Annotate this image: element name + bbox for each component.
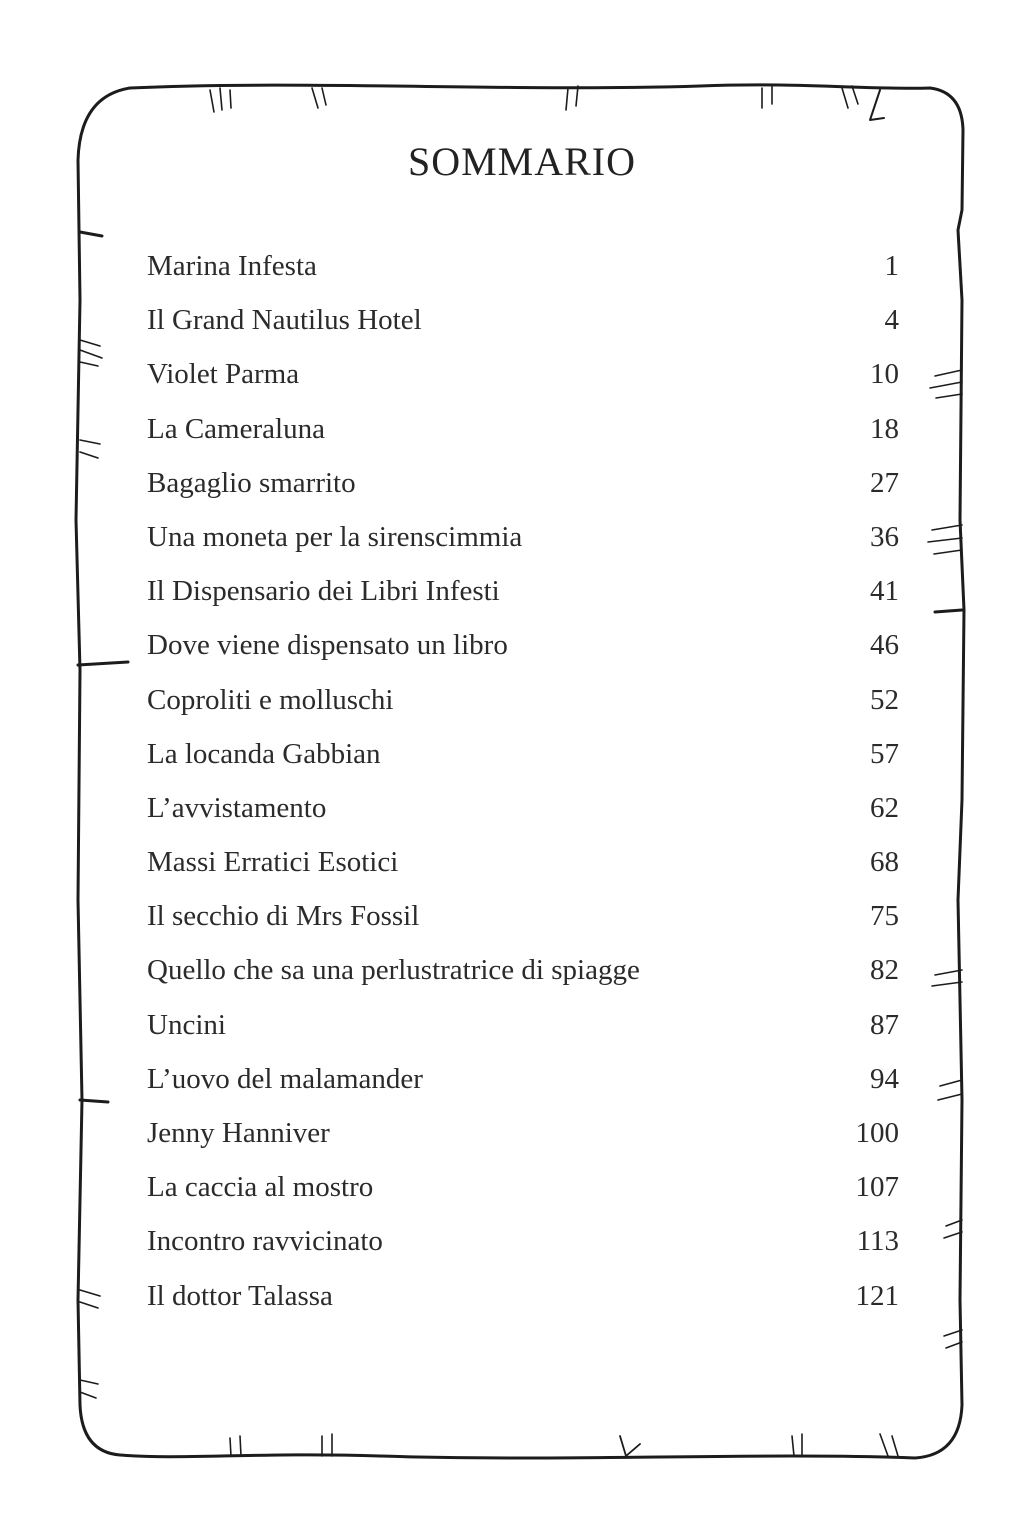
chapter-page: 18 <box>870 412 899 445</box>
chapter-title: Coproliti e molluschi <box>147 683 394 716</box>
chapter-page: 27 <box>870 466 899 499</box>
toc-entry[interactable] <box>147 1009 899 1063</box>
chapter-title: Dove viene dispensato un libro <box>147 629 508 662</box>
chapter-title: Uncini <box>147 1008 226 1041</box>
chapter-page: 107 <box>855 1171 899 1204</box>
chapter-page: 94 <box>870 1062 899 1095</box>
chapter-title: L’uovo del malamander <box>147 1062 423 1095</box>
toc-entry[interactable] <box>147 900 899 954</box>
chapter-page: 57 <box>870 737 899 770</box>
chapter-page: 87 <box>870 1008 899 1041</box>
chapter-page: 75 <box>870 900 899 933</box>
chapter-title: La Cameraluna <box>147 412 325 445</box>
chapter-title: Il secchio di Mrs Fossil <box>147 900 420 933</box>
toc-entry[interactable] <box>147 521 899 575</box>
chapter-title: La locanda Gabbian <box>147 737 381 770</box>
toc-entry[interactable] <box>147 738 899 792</box>
toc-entry[interactable] <box>147 575 899 629</box>
toc-entry[interactable] <box>147 792 899 846</box>
toc-entry[interactable] <box>147 1225 899 1279</box>
chapter-page: 41 <box>870 575 899 608</box>
chapter-title: Incontro ravvicinato <box>147 1225 383 1258</box>
chapter-title: Violet Parma <box>147 358 300 391</box>
chapter-page: 1 <box>884 250 899 282</box>
toc-entry[interactable] <box>147 629 899 683</box>
chapter-title: Marina Infesta <box>147 250 317 282</box>
toc-entry[interactable] <box>147 1171 899 1225</box>
chapter-page: 82 <box>870 954 899 987</box>
chapter-title: Il dottor Talassa <box>147 1279 333 1312</box>
toc-entry[interactable] <box>147 467 899 521</box>
chapter-page: 4 <box>884 304 899 337</box>
toc-entry[interactable] <box>147 250 899 304</box>
chapter-title: Il Grand Nautilus Hotel <box>147 304 422 337</box>
chapter-page: 121 <box>855 1279 899 1312</box>
chapter-title: L’avvistamento <box>147 791 327 824</box>
chapter-title: Massi Erratici Esotici <box>147 846 399 879</box>
chapter-title: Jenny Hanniver <box>147 1117 330 1149</box>
toc-entry[interactable] <box>147 1117 899 1171</box>
toc-entry[interactable] <box>147 358 899 412</box>
chapter-page: 113 <box>856 1225 899 1258</box>
toc-entry[interactable] <box>147 1063 899 1117</box>
chapter-title: Bagaglio smarrito <box>147 466 356 499</box>
chapter-page: 46 <box>870 629 899 662</box>
chapter-page: 52 <box>870 683 899 716</box>
toc-entry[interactable] <box>147 954 899 1008</box>
chapter-title: Il Dispensario dei Libri Infesti <box>147 575 500 608</box>
chapter-title: Quello che sa una perlustratrice di spiagge <box>147 954 640 987</box>
chapter-page: 100 <box>855 1117 899 1149</box>
toc-entry[interactable] <box>147 1280 899 1334</box>
toc-entry[interactable] <box>147 413 899 467</box>
chapter-page: 10 <box>870 358 899 391</box>
chapter-page: 68 <box>870 846 899 879</box>
chapter-page: 36 <box>870 520 899 553</box>
table-of-contents <box>147 250 899 1334</box>
toc-entry[interactable] <box>147 846 899 900</box>
chapter-title: Una moneta per la sirenscimmia <box>147 520 523 553</box>
chapter-page: 62 <box>870 791 899 824</box>
page-title: SOMMARIO <box>407 139 637 184</box>
toc-entry[interactable] <box>147 304 899 358</box>
toc-entry[interactable] <box>147 684 899 738</box>
chapter-title: La caccia al mostro <box>147 1171 374 1204</box>
